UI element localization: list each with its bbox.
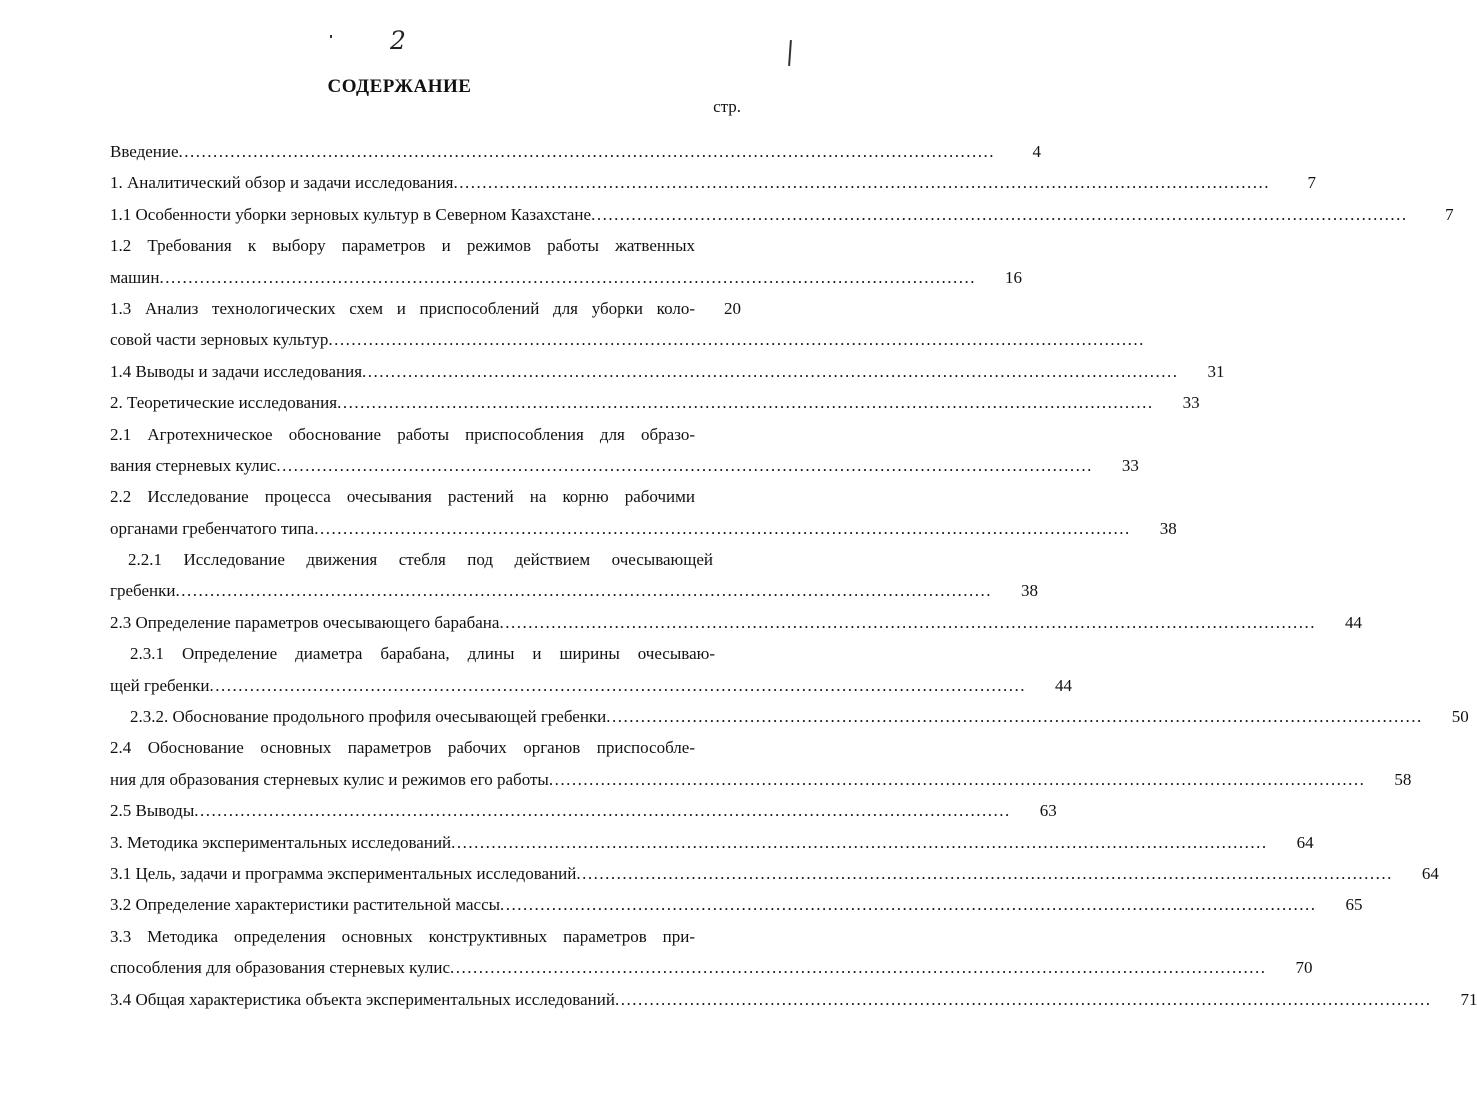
toc-entry-line2 [110, 952, 1313, 983]
toc-entry-page: 71 [1460, 989, 1477, 1009]
leader-dots [209, 670, 1026, 701]
toc-entry-text: 2.3 Определение параметров очесывающего барабана [110, 612, 500, 632]
toc-entry [110, 889, 1363, 920]
toc-entry [110, 387, 1200, 418]
toc-entry-line1 [110, 921, 741, 952]
toc-entry-page: 38 [1020, 581, 1038, 601]
leader-dots [454, 167, 1271, 198]
toc-entry-line2 [110, 262, 1022, 293]
toc-entry-line2 [110, 513, 1177, 544]
toc-entry [110, 167, 1316, 198]
toc-entry-page: 63 [1039, 801, 1057, 821]
toc-entry-text: вания стерневых кулис [110, 455, 277, 475]
toc-entry-page: 16 [1004, 267, 1022, 287]
toc-entry-text: ния для образования стерневых кулис и режимов его работы [110, 769, 549, 789]
leader-dots [314, 513, 1131, 544]
leader-dots [500, 889, 1317, 920]
toc-entry-text: гребенки [110, 581, 176, 601]
toc-entry-page: 70 [1295, 958, 1313, 978]
toc-entry-page: 33 [1121, 455, 1139, 475]
toc-entry-page: 4 [1032, 142, 1042, 161]
toc-entry-text: Введение [110, 142, 179, 161]
toc-entry-text: 2.2 Исследование процесса очесывания растений на корню рабочими [110, 487, 695, 507]
toc-entry [110, 795, 1057, 826]
toc-entry-text: 1.4 Выводы и задачи исследования [110, 361, 363, 381]
toc-entry-page: 38 [1159, 518, 1177, 538]
toc-entry-text: 1.2 Требования к выбору параметров и режимов работы жатвенных [110, 236, 695, 256]
toc-entry-line1 [110, 293, 741, 324]
leader-dots [194, 795, 1011, 826]
leader-dots [328, 324, 1145, 355]
toc-entry-line2 [110, 670, 1072, 701]
leader-dots [337, 387, 1154, 418]
leader-dots [549, 764, 1366, 795]
toc-entry-page: 64 [1296, 832, 1314, 852]
leader-dots [159, 262, 976, 293]
toc-entry-text: 2.3.1 Определение диаметра барабана, длины и ширины очесываю- [130, 644, 715, 664]
toc-entry-text: 2.4 Обоснование основных параметров рабочих органов приспособле- [110, 738, 695, 758]
leader-dots [450, 952, 1267, 983]
toc-entry-page: 44 [1054, 675, 1072, 695]
toc-entry-line1 [110, 732, 741, 763]
toc-entry-text: 2. Теоретические исследования [110, 393, 338, 413]
toc-title: СОДЕРЖАНИЕ [327, 76, 472, 97]
page-column-label: стр. [713, 97, 741, 116]
toc-entry-line1 [110, 638, 741, 669]
table-of-contents [110, 136, 1477, 1015]
toc-entry-page: 50 [1451, 707, 1469, 727]
toc-entry-text: 3.2 Определение характеристики растительной массы [110, 895, 501, 915]
toc-entry-line1 [110, 419, 741, 450]
leader-dots [451, 827, 1268, 858]
toc-entry-line1 [110, 544, 741, 575]
toc-entry-line2 [110, 450, 1139, 481]
toc-entry [110, 827, 1314, 858]
toc-entry-text: 2.5 Выводы [110, 801, 195, 821]
toc-entry-page: 64 [1421, 863, 1439, 883]
leader-dots [576, 858, 1393, 889]
toc-entry-page: 7 [1307, 173, 1316, 193]
toc-entry [110, 858, 1439, 889]
toc-entry-line1 [110, 481, 741, 512]
toc-entry-text: способления для образования стерневых кулис [110, 958, 451, 978]
toc-entry-text: 2.1 Агротехническое обоснование работы приспособления для образо- [110, 424, 695, 444]
leader-dots [606, 701, 1423, 732]
leader-dots [499, 607, 1316, 638]
leader-dots [615, 984, 1432, 1015]
toc-entry-text: 1. Аналитический обзор и задачи исследования [110, 173, 454, 193]
leader-dots [179, 136, 996, 167]
toc-entry-page: 44 [1344, 612, 1362, 632]
toc-entry-line2 [110, 764, 1412, 795]
toc-entry-line1 [110, 230, 741, 261]
toc-entry-text: 3.1 Цель, задачи и программа экспериментальных исследований [110, 863, 577, 883]
toc-entry [110, 701, 1469, 732]
scan-speck [330, 35, 332, 38]
toc-entry [110, 984, 1477, 1015]
toc-entry [110, 607, 1362, 638]
leader-dots [591, 199, 1408, 230]
toc-entry-page: 58 [1394, 769, 1412, 789]
toc-entry-text: щей гребенки [110, 675, 210, 695]
leader-dots [276, 450, 1093, 481]
toc-entry-text: органами гребенчатого типа [110, 518, 315, 538]
toc-entry-text: совой части зерновых культур [110, 330, 329, 350]
page-number: 2 [390, 26, 406, 55]
toc-entry [110, 356, 1225, 387]
toc-entry [110, 136, 1042, 167]
toc-entry-text: 3. Методика экспериментальных исследований [110, 832, 452, 852]
toc-entry-line2 [110, 324, 741, 355]
toc-entry-page: 33 [1182, 393, 1200, 413]
toc-entry-text: 1.1 Особенности уборки зерновых культур в Северном Казахстане [110, 204, 592, 224]
toc-entry-text: 2.2.1 Исследование движения стебля под действием очесывающей [128, 550, 713, 570]
toc-entry-text: 1.3 Анализ технологических схем и приспособлений для уборки коло- [110, 298, 695, 318]
toc-entry [110, 199, 1454, 230]
toc-entry-text: 3.3 Методика определения основных конструктивных параметров при- [110, 926, 695, 946]
leader-dots [175, 575, 992, 606]
toc-entry-text: 3.4 Общая характеристика объекта экспериментальных исследований [110, 989, 615, 1009]
toc-entry-page: 31 [1207, 361, 1225, 381]
leader-dots [362, 356, 1179, 387]
toc-entry-page: 7 [1445, 204, 1454, 224]
toc-entry-page: 65 [1345, 895, 1363, 915]
toc-entry-text: 2.3.2. Обоснование продольного профиля очесывающей гребенки [130, 707, 607, 727]
toc-entry-line2 [110, 575, 1038, 606]
toc-entry-page: 20 [724, 298, 741, 318]
toc-entry-text: машин [110, 267, 160, 287]
margin-mark [788, 40, 792, 66]
